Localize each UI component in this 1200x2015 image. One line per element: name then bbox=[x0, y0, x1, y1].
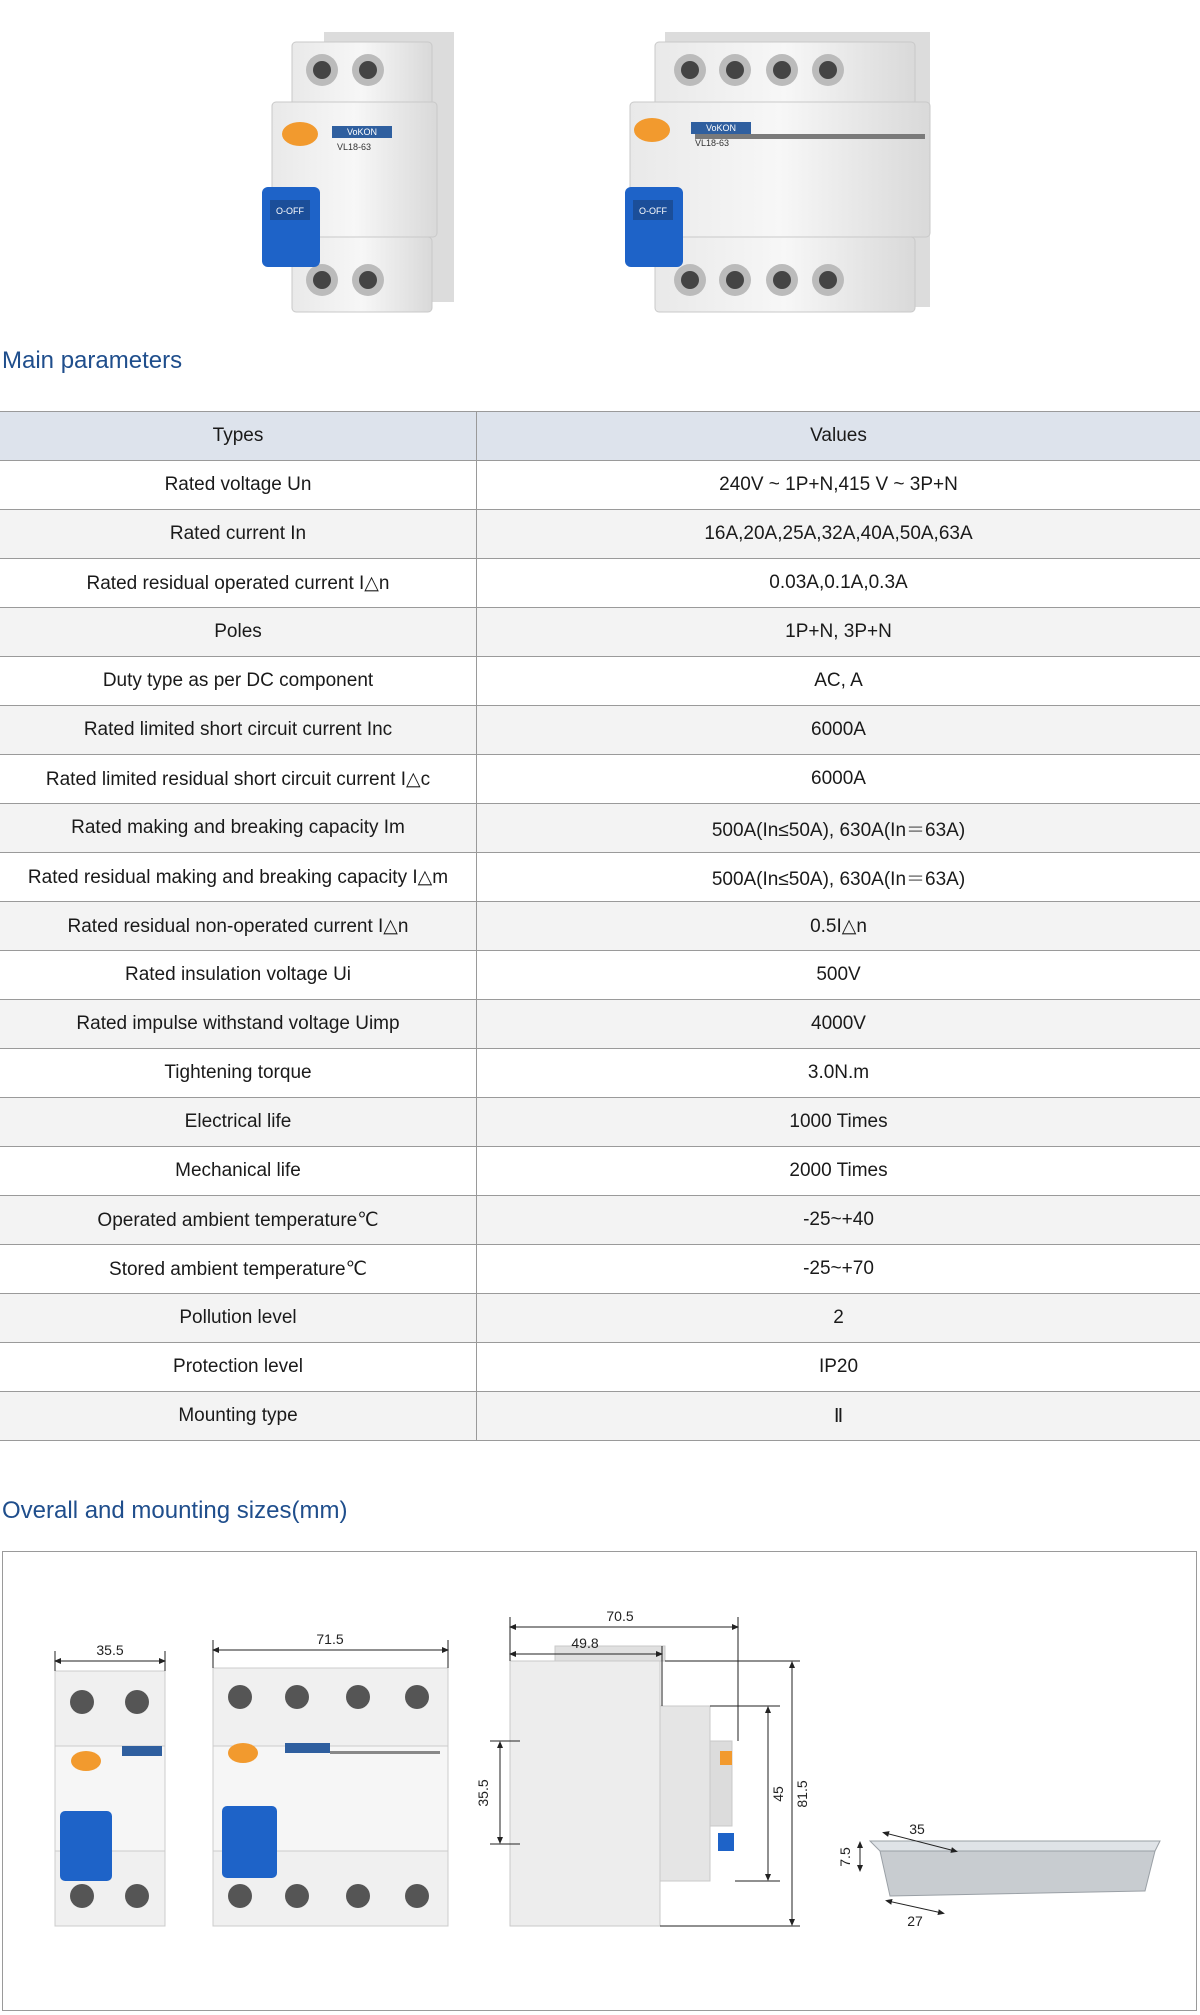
parameter-type-cell: Rated residual making and breaking capacity I△m bbox=[0, 853, 477, 902]
device-model: VL18-63 bbox=[695, 138, 730, 148]
parameter-type-cell: Protection level bbox=[0, 1343, 477, 1392]
table-row bbox=[0, 902, 1200, 951]
parameter-value-cell: 500A(In≤50A), 630A(In＝63A) bbox=[477, 853, 1200, 902]
dim-height-neck: 35.5 bbox=[475, 1779, 491, 1807]
parameter-type-cell: Mounting type bbox=[0, 1392, 477, 1441]
table-row bbox=[0, 1000, 1200, 1049]
side-view bbox=[510, 1646, 734, 1926]
table-row bbox=[0, 608, 1200, 657]
parameter-type-cell: Rated residual operated current I△n bbox=[0, 559, 477, 608]
parameter-value-cell: 16A,20A,25A,32A,40A,50A,63A bbox=[477, 510, 1200, 559]
parameter-type-cell: Tightening torque bbox=[0, 1049, 477, 1098]
dim-rail-width-top: 35 bbox=[909, 1821, 925, 1837]
parameter-type-cell: Operated ambient temperature℃ bbox=[0, 1196, 477, 1245]
parameter-type-cell: Pollution level bbox=[0, 1294, 477, 1343]
table-row bbox=[0, 1294, 1200, 1343]
table-row bbox=[0, 706, 1200, 755]
parameters-table bbox=[0, 411, 1200, 1441]
device-model: VL18-63 bbox=[337, 142, 372, 152]
parameter-value-cell: AC, A bbox=[477, 657, 1200, 706]
parameter-type-cell: Duty type as per DC component bbox=[0, 657, 477, 706]
parameter-type-cell: Electrical life bbox=[0, 1098, 477, 1147]
parameter-value-cell: 2000 Times bbox=[477, 1147, 1200, 1196]
sizes-heading: Overall and mounting sizes(mm) bbox=[2, 1497, 348, 1524]
parameter-value-cell: 500V bbox=[477, 951, 1200, 1000]
parameter-value-cell: 1000 Times bbox=[477, 1098, 1200, 1147]
parameter-value-cell: 2 bbox=[477, 1294, 1200, 1343]
table-row bbox=[0, 804, 1200, 853]
parameter-value-cell: -25~+70 bbox=[477, 1245, 1200, 1294]
table-row bbox=[0, 1392, 1200, 1441]
table-row bbox=[0, 1147, 1200, 1196]
lever-label: O-OFF bbox=[276, 206, 304, 216]
parameter-value-cell: 6000A bbox=[477, 755, 1200, 804]
table-row bbox=[0, 951, 1200, 1000]
parameter-type-cell: Stored ambient temperature℃ bbox=[0, 1245, 477, 1294]
front-view-2-pole bbox=[55, 1671, 165, 1926]
parameter-value-cell: 3.0N.m bbox=[477, 1049, 1200, 1098]
parameter-type-cell: Rated impulse withstand voltage Uimp bbox=[0, 1000, 477, 1049]
table-row bbox=[0, 853, 1200, 902]
parameter-type-cell: Poles bbox=[0, 608, 477, 657]
parameter-type-cell: Mechanical life bbox=[0, 1147, 477, 1196]
parameter-type-cell: Rated insulation voltage Ui bbox=[0, 951, 477, 1000]
column-header-types: Types bbox=[0, 412, 477, 461]
device-brand: VoKON bbox=[346, 127, 378, 137]
dim-height-total: 81.5 bbox=[794, 1780, 810, 1808]
din-rail bbox=[870, 1841, 1160, 1896]
lever-label: O-OFF bbox=[639, 206, 667, 216]
dim-rail-height: 7.5 bbox=[837, 1847, 853, 1867]
main-parameters-heading: Main parameters bbox=[2, 347, 183, 374]
dim-width-4-pole: 71.5 bbox=[316, 1631, 344, 1647]
parameter-value-cell: 240V ~ 1P+N,415 V ~ 3P+N bbox=[477, 461, 1200, 510]
table-row bbox=[0, 1049, 1200, 1098]
parameter-type-cell: Rated limited short circuit current Inc bbox=[0, 706, 477, 755]
parameter-value-cell: IP20 bbox=[477, 1343, 1200, 1392]
table-row bbox=[0, 657, 1200, 706]
parameter-type-cell: Rated residual non-operated current I△n bbox=[0, 902, 477, 951]
parameter-value-cell: 1P+N, 3P+N bbox=[477, 608, 1200, 657]
dim-width-2-pole: 35.5 bbox=[96, 1642, 124, 1658]
table-row bbox=[0, 559, 1200, 608]
table-row bbox=[0, 1343, 1200, 1392]
rcd-2-pole-product-image bbox=[262, 22, 462, 322]
parameter-value-cell: 6000A bbox=[477, 706, 1200, 755]
parameter-type-cell: Rated voltage Un bbox=[0, 461, 477, 510]
front-view-4-pole bbox=[213, 1668, 448, 1926]
parameter-value-cell: Ⅱ bbox=[477, 1392, 1200, 1441]
parameter-value-cell: 0.03A,0.1A,0.3A bbox=[477, 559, 1200, 608]
dimension-drawings bbox=[0, 1551, 1200, 2011]
column-header-values: Values bbox=[477, 412, 1200, 461]
device-brand: VoKON bbox=[705, 123, 737, 133]
parameter-value-cell: 4000V bbox=[477, 1000, 1200, 1049]
parameter-value-cell: 0.5I△n bbox=[477, 902, 1200, 951]
table-row bbox=[0, 1098, 1200, 1147]
dim-rail-width-bottom: 27 bbox=[907, 1913, 923, 1929]
parameter-type-cell: Rated making and breaking capacity Im bbox=[0, 804, 477, 853]
table-row bbox=[0, 1245, 1200, 1294]
table-header-row bbox=[0, 412, 1200, 461]
dim-height-mid: 45 bbox=[770, 1786, 786, 1802]
dim-depth-front: 49.8 bbox=[571, 1635, 599, 1651]
table-row bbox=[0, 461, 1200, 510]
rcd-4-pole-product-image bbox=[625, 22, 935, 322]
parameter-type-cell: Rated current In bbox=[0, 510, 477, 559]
parameter-type-cell: Rated limited residual short circuit current I△c bbox=[0, 755, 477, 804]
dim-depth-total: 70.5 bbox=[606, 1608, 634, 1624]
table-row bbox=[0, 510, 1200, 559]
parameter-value-cell: 500A(In≤50A), 630A(In＝63A) bbox=[477, 804, 1200, 853]
parameter-value-cell: -25~+40 bbox=[477, 1196, 1200, 1245]
table-row bbox=[0, 755, 1200, 804]
table-row bbox=[0, 1196, 1200, 1245]
